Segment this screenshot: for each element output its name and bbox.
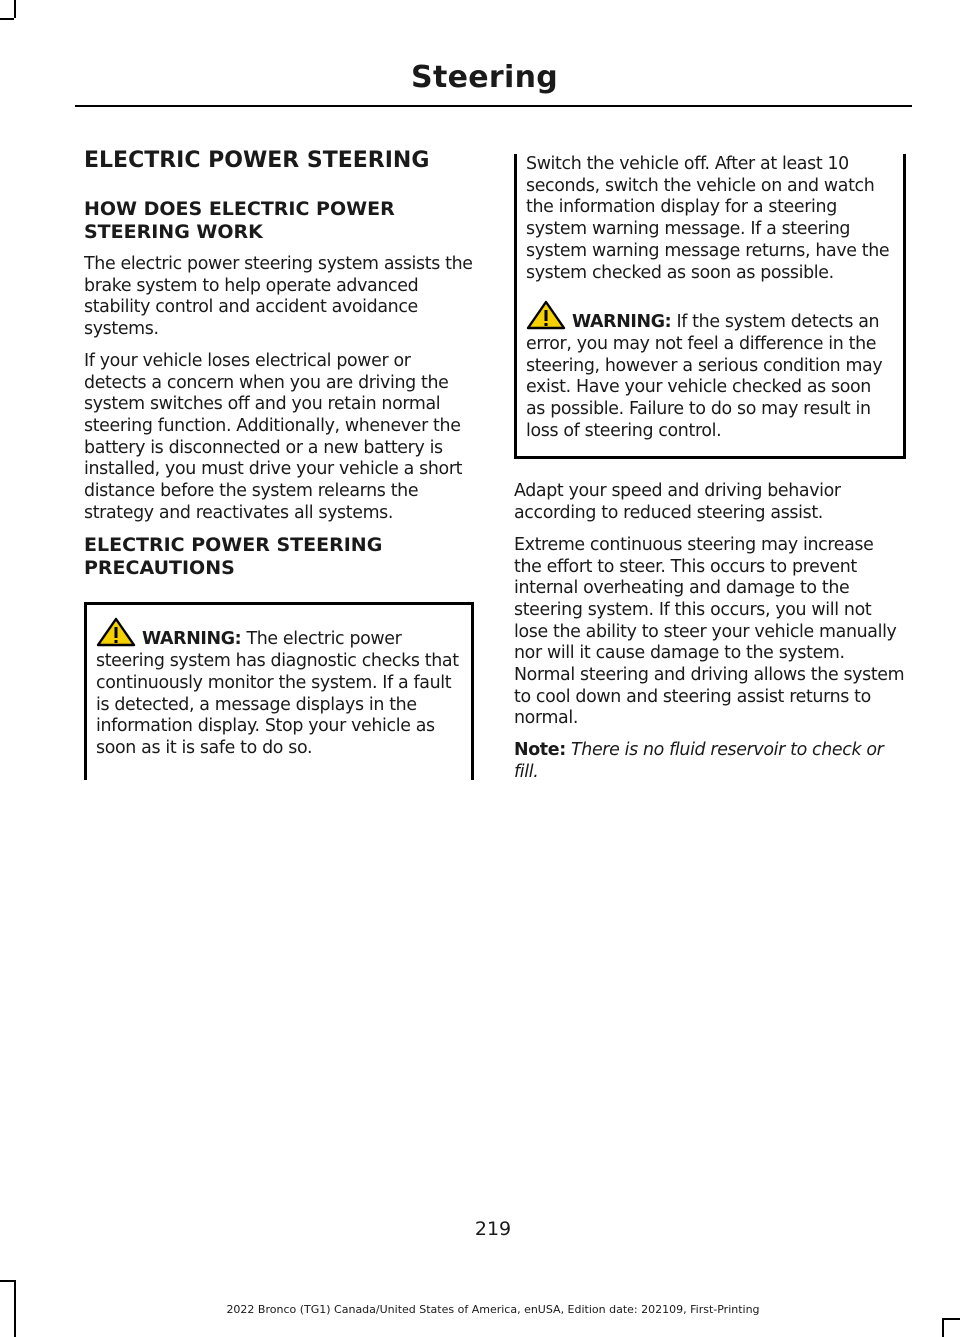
warning-text: The electric power steering system has diagnostic checks that continuously monitor the system. If a fault is detected, a message displays in the information display. Stop your vehicle as soon as it is safe to do so. — [96, 629, 459, 758]
warning-triangle-icon — [526, 300, 566, 330]
paragraph: The electric power steering system assists the brake system to help operate advanced stability control and accident avoidance systems. — [84, 254, 473, 340]
page-number: 219 — [474, 1218, 512, 1240]
note — [514, 740, 906, 783]
warning-paragraph — [526, 300, 894, 442]
paragraph: Switch the vehicle off. After at least 10 seconds, switch the vehicle on and watch the information display for a steering system warning message. If a steering system warning message returns, have the system checked as soon as possible. — [526, 154, 890, 283]
paragraph: Extreme continuous steering may increase the effort to steer. This occurs to prevent internal overheating and damage to the steering system. If this occurs, you will not lose the ability to steer your vehicle manually nor will it cause damage to the system. Normal steering and driving allows the system to cool down and steering assist returns to normal. — [514, 534, 905, 729]
crop-mark — [14, 0, 16, 18]
note-label: Note: — [514, 740, 566, 761]
paragraph: If your vehicle loses electrical power or detects a concern when you are driving the system switches off and you retain normal steering function. Additionally, whenever the battery is disconnected or a new battery is installed, you must drive your vehicle a short distance before the system relearns the strategy and reactivates all systems. — [84, 350, 463, 523]
subsection-heading-precautions: ELECTRIC POWER STEERING PRECAUTIONS — [84, 534, 383, 580]
crop-mark — [942, 1318, 944, 1337]
warning-box — [84, 602, 474, 779]
right-column — [514, 148, 906, 794]
crop-mark — [0, 1280, 14, 1282]
left-column — [84, 148, 474, 780]
paragraph: Adapt your speed and driving behavior according to reduced steering assist. — [514, 481, 841, 524]
warning-box-continued — [514, 154, 906, 284]
crop-mark — [944, 1318, 960, 1320]
section-heading: ELECTRIC POWER STEERING — [84, 148, 430, 173]
page-title: Steering — [411, 60, 558, 95]
warning-text: If the system detects an error, you may not feel a difference in the steering, however a serious condition may exist. Have your vehicle checked as soon as possible. Failure to do so may result in loss of steering control. — [526, 312, 883, 441]
warning-paragraph — [96, 617, 462, 759]
warning-label: WARNING: — [142, 629, 242, 650]
note-text: There is no fluid reservoir to check or fill. — [514, 740, 884, 782]
subsection-heading-how: HOW DOES ELECTRIC POWER STEERING WORK — [84, 198, 395, 243]
crop-mark — [0, 18, 14, 20]
header-divider — [75, 105, 912, 107]
warning-triangle-icon — [96, 617, 136, 647]
warning-label: WARNING: — [572, 312, 672, 333]
warning-box — [514, 284, 906, 459]
footer-edition-info: 2022 Bronco (TG1) Canada/United States of America, enUSA, Edition date: 202109, First-Printing — [226, 1303, 760, 1316]
